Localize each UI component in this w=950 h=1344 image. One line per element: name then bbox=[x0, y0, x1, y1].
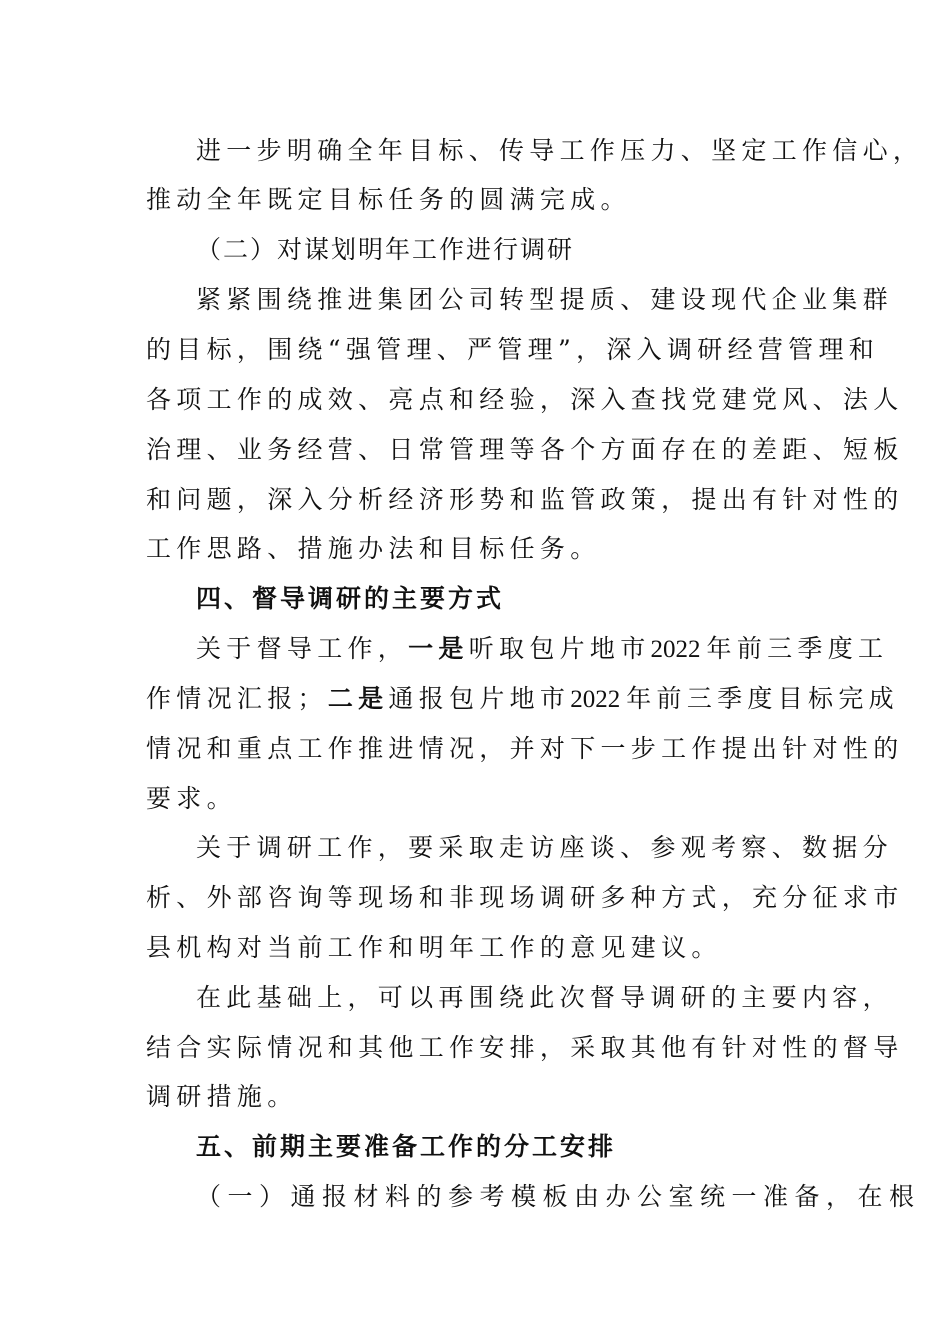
number-run: 2022 bbox=[570, 686, 621, 713]
paragraph-line: 和问题，深入分析经济形势和监管政策，提出有针对性的 bbox=[146, 485, 904, 514]
paragraph-line: 工作思路、措施办法和目标任务。 bbox=[146, 534, 601, 563]
paragraph-line: 析、外部咨询等现场和非现场调研多种方式，充分征求市 bbox=[146, 883, 904, 912]
paragraph-line: 推动全年既定目标任务的圆满完成。 bbox=[146, 185, 631, 214]
text-run: 年前三季度工 bbox=[706, 634, 889, 663]
text-run: 作情况汇报； bbox=[146, 684, 328, 713]
bold-text-run: 二是 bbox=[327, 684, 389, 713]
paragraph-line bbox=[196, 632, 888, 667]
paragraph-line: 治理、业务经营、日常管理等各个方面存在的差距、短板 bbox=[146, 435, 904, 464]
paragraph-line: 情况和重点工作推进情况，并对下一步工作提出针对性的 bbox=[146, 734, 904, 763]
paragraph-line: 要求。 bbox=[146, 784, 237, 813]
paragraph-line: 的目标，围绕“强管理、严管理”，深入调研经营管理和 bbox=[146, 335, 880, 364]
paragraph-line: （一）通报材料的参考模板由办公室统一准备，在根 bbox=[196, 1182, 921, 1211]
section-heading: 五、前期主要准备工作的分工安排 bbox=[196, 1132, 617, 1161]
paragraph-line: 在此基础上，可以再围绕此次督导调研的主要内容， bbox=[196, 983, 893, 1012]
text-run: 通报包片地市 bbox=[388, 684, 571, 713]
paragraph-line: 县机构对当前工作和明年工作的意见建议。 bbox=[146, 933, 722, 962]
paragraph-line: 关于调研工作，要采取走访座谈、参观考察、数据分 bbox=[196, 833, 893, 862]
bold-text-run: 一是 bbox=[408, 634, 469, 663]
paragraph-line: 各项工作的成效、亮点和经验，深入查找党建党风、法人 bbox=[146, 385, 904, 414]
paragraph-line bbox=[146, 682, 899, 717]
paragraph-line: 结合实际情况和其他工作安排，采取其他有针对性的督导 bbox=[146, 1033, 904, 1062]
section-subheading: （二）对谋划明年工作进行调研 bbox=[196, 235, 575, 264]
number-run: 2022 bbox=[650, 636, 701, 663]
paragraph-line: 进一步明确全年目标、传导工作压力、坚定工作信心， bbox=[196, 136, 924, 165]
section-heading: 四、督导调研的主要方式 bbox=[196, 584, 505, 613]
text-run: 听取包片地市 bbox=[468, 634, 651, 663]
paragraph-line: 调研措施。 bbox=[146, 1082, 298, 1111]
text-run: 年前三季度目标完成 bbox=[626, 684, 899, 713]
paragraph-line: 紧紧围绕推进集团公司转型提质、建设现代企业集群 bbox=[196, 285, 893, 314]
text-run: 关于督导工作， bbox=[196, 634, 409, 663]
